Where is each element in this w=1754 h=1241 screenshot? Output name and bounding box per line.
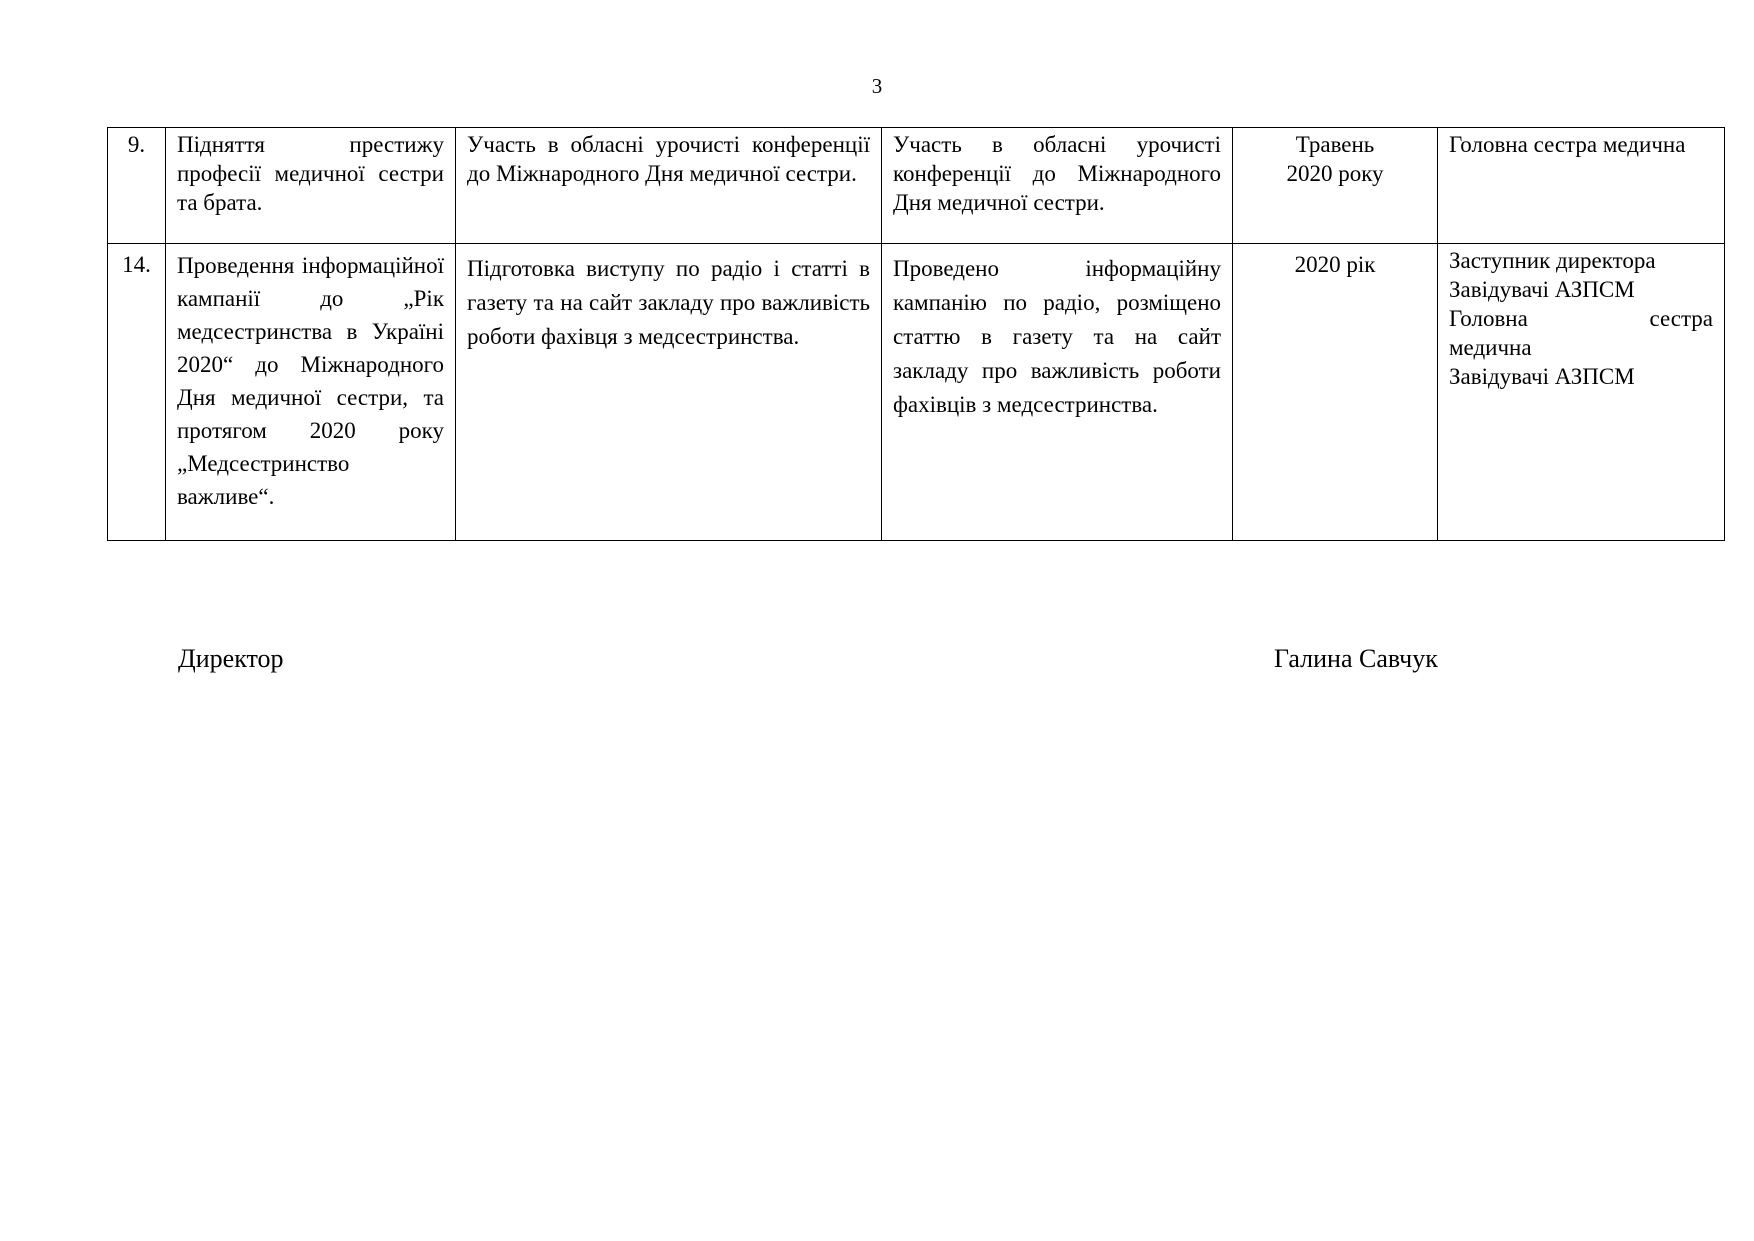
planned-cell: Підготовка виступу по радіо і статті в газету та на сайт закладу про важливість роботи фахівця з медсестринства. (456, 244, 882, 541)
responsible-cell (1438, 244, 1725, 541)
signature-role: Директор (178, 644, 284, 673)
task-cell: Підняття престижу професії медичної сестри та брата. (166, 128, 456, 244)
task-cell: Проведення інформаційної кампанії до „Рік медсестринства в Україні 2020“ до Міжнародного Дня медичної сестри, та протягом 2020 року „Медсестринство важливе“. (166, 244, 456, 541)
term-cell: 2020 рік (1233, 244, 1438, 541)
responsible-line: медична (1449, 335, 1532, 360)
responsible-line: Завідувачі АЗПСМ (1449, 364, 1635, 389)
table-row (108, 244, 1725, 541)
responsible-cell: Головна сестра медична (1438, 128, 1725, 244)
done-cell: Проведено інформаційну кампанію по радіо, розміщено статтю в газету та на сайт закладу про важливість роботи фахівців з медсестринства. (882, 244, 1233, 541)
activity-table (107, 127, 1725, 541)
row-number: 9. (108, 128, 166, 244)
responsible-line: Заступник директора (1449, 248, 1656, 273)
term-cell: Травень 2020 року (1233, 128, 1438, 244)
page-number: 3 (871, 74, 883, 98)
planned-cell: Участь в обласні урочисті конференції до Міжнародного Дня медичної сестри. (456, 128, 882, 244)
signature-name: Галина Савчук (1274, 644, 1438, 673)
responsible-line: Головна сестра (1449, 306, 1713, 331)
responsible-line: Завідувачі АЗПСМ (1449, 277, 1635, 302)
done-cell: Участь в обласні урочисті конференції до Міжнародного Дня медичної сестри. (882, 128, 1233, 244)
table-row (108, 128, 1725, 244)
row-number: 14. (108, 244, 166, 541)
